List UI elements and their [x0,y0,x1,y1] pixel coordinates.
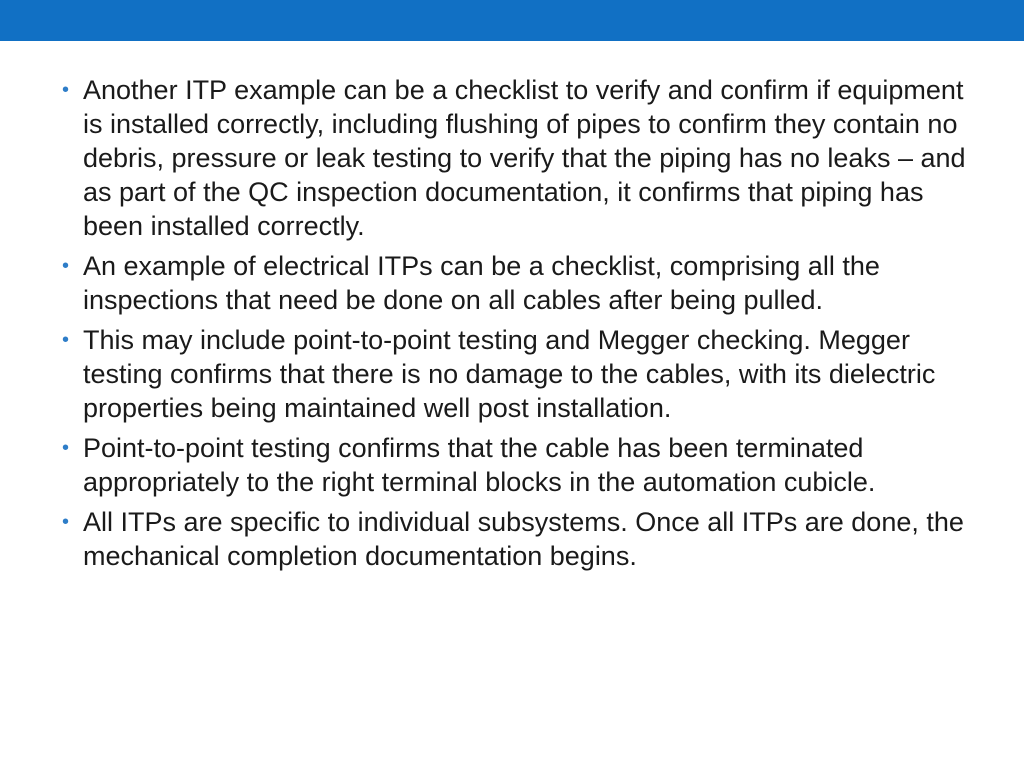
bullet-text: An example of electrical ITPs can be a checklist, comprising all the inspections that need be done on all cables after being pulled. [83,251,880,315]
bullet-icon: • [62,79,70,101]
bullet-item [62,505,972,573]
bullet-item [62,431,972,499]
bullet-item [62,73,972,243]
slide-content [62,73,972,579]
bullet-icon: • [62,511,70,533]
bullet-icon: • [62,255,70,277]
bullet-icon: • [62,437,70,459]
bullet-list [62,73,972,573]
bullet-item [62,249,972,317]
bullet-item [62,323,972,425]
header-bar [0,0,1024,41]
bullet-icon: • [62,329,70,351]
bullet-text: This may include point-to-point testing and Megger checking. Megger testing confirms that there is no damage to the cables, with its dielectric properties being maintained well post installation. [83,325,936,423]
bullet-text: Another ITP example can be a checklist to verify and confirm if equipment is installed correctly, including flushing of pipes to confirm they contain no debris, pressure or leak testing to verify that the piping has no leaks – and as part of the QC inspection documentation, it confirms that piping has been installed correctly. [83,75,966,241]
bullet-text: All ITPs are specific to individual subsystems. Once all ITPs are done, the mechanical completion documentation begins. [83,507,964,571]
bullet-text: Point-to-point testing confirms that the cable has been terminated appropriately to the right terminal blocks in the automation cubicle. [83,433,876,497]
